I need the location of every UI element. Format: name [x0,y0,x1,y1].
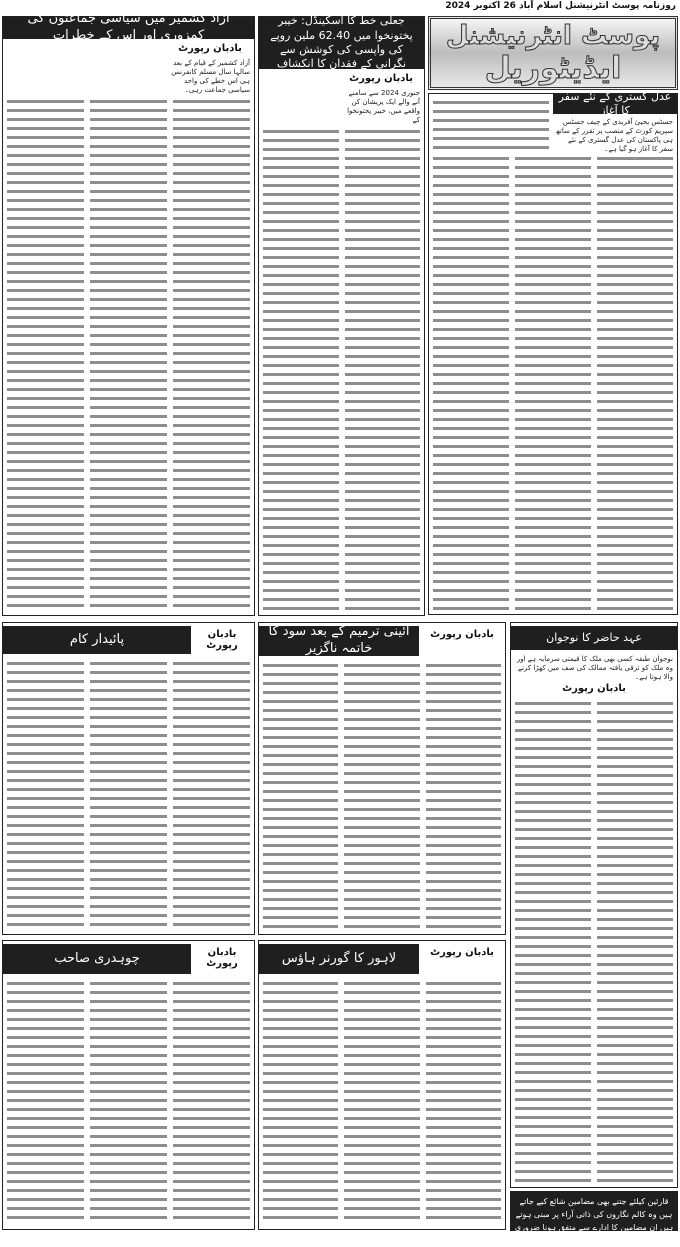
date-line: روزنامہ پوسٹ انٹرنیشنل اسلام آباد 26 اکتوبر 2024 [445,1,676,11]
headline: لاہور کا گورنر ہاؤس [259,944,419,974]
article-youth [510,622,678,1188]
body-text [263,127,420,611]
body-text [433,154,673,610]
byline: بادبان رپورٹ [349,73,413,84]
byline: بادبان رپورٹ [206,947,238,969]
article-amendment [258,622,506,935]
body-text [263,979,501,1225]
masthead-logo [428,16,678,90]
lead-text: آزاد کشمیر کے قیام کے بعد سالہا سال مسلم کانفرنس ہی اس خطے کی واحد سیاسی جماعت رہی۔ [171,59,250,94]
article-sustainable [2,622,255,935]
byline: بادبان رپورٹ [562,683,626,694]
byline: بادبان رپورٹ [178,43,242,54]
lead-text: جنوری 2024 سے سامنے آنے والے ایک پریشان کن واقعے میں، خیبر پختونخوا کے [347,89,420,124]
article-governor [258,940,506,1230]
headline: جعلی خط کا اسکینڈل: خیبر پختونخوا میں 62.40 ملین روپے کی واپسی کی کوشش سے نگرانی کے فقدان کا انکشاف [259,17,424,69]
article-scandal [258,16,425,616]
headline: عہد حاضر کا نوجوان [511,626,677,650]
headline: پائیدار کام [3,626,191,654]
body-text [433,98,549,152]
body-text [7,97,250,611]
headline: چوہدری صاحب [3,944,191,974]
article-judiciary [428,89,678,615]
headline: آئینی ترمیم کے بعد سود کا خاتمہ ناگزیر [259,626,419,656]
lead-text: جسٹس یحییٰ آفریدی کے چیف جسٹس سپریم کورٹ کے منصب پر تقرر کے ساتھ ہی پاکستان کی عدل گستری کے نئے سفر کا آغاز ہو گیا ہے۔ [555,118,673,153]
lead-text: نوجوان طبقہ کسی بھی ملک کا قیمتی سرمایہ ہے اور وہ ملک کو ترقی یافتہ ممالک کی صف میں کھڑا کرنے والا ہوتا ہے۔ [516,655,673,681]
body-text [7,659,250,930]
disclaimer: قارئین کیلئے جتنے بھی مضامین شائع کیے جاتے ہیں وہ کالم نگاروں کی ذاتی آراء پر مبنی ہوتے ہیں ان مضامین کا ادارے سے متفق ہونا ضروری نہیں۔ (ادارہ) [510,1191,678,1231]
body-text [263,661,501,930]
headline: عدل گستری کے نئے سفر کا آغاز [553,94,677,114]
article-kashmir [2,11,255,616]
body-text [7,979,250,1225]
article-chaudhry [2,940,255,1230]
byline: بادبان رپورٹ [430,947,494,958]
masthead-line2: ایڈیٹوریل [484,51,622,86]
body-text [515,699,673,1183]
byline: بادبان رپورٹ [206,629,238,651]
byline: بادبان رپورٹ [430,629,494,640]
headline: آزاد کشمیر میں سیاسی جماعتوں کی کمزوری اور اس کے خطرات [3,17,254,39]
masthead-line1: پوسٹ انٹرنیشنل [445,21,661,51]
